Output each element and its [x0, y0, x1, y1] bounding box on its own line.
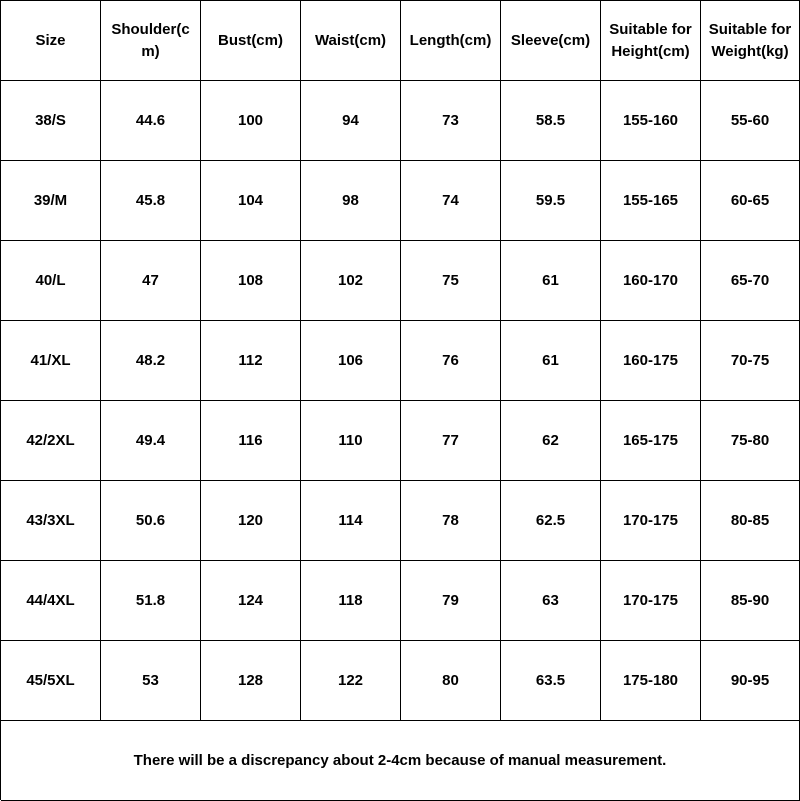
cell-waist: 114	[301, 481, 401, 561]
cell-sleeve: 62	[501, 401, 601, 481]
table-row	[1, 561, 800, 641]
cell-size: 42/2XL	[1, 401, 101, 481]
cell-shoulder: 48.2	[101, 321, 201, 401]
cell-height: 175-180	[601, 641, 701, 721]
cell-shoulder: 44.6	[101, 81, 201, 161]
cell-waist: 102	[301, 241, 401, 321]
cell-height: 160-175	[601, 321, 701, 401]
cell-sleeve: 59.5	[501, 161, 601, 241]
cell-shoulder: 51.8	[101, 561, 201, 641]
cell-sleeve: 63.5	[501, 641, 601, 721]
cell-height: 170-175	[601, 561, 701, 641]
cell-sleeve: 61	[501, 241, 601, 321]
cell-bust: 108	[201, 241, 301, 321]
cell-weight: 85-90	[701, 561, 800, 641]
header-shoulder: Shoulder(c m)	[101, 1, 201, 81]
cell-length: 74	[401, 161, 501, 241]
cell-shoulder: 49.4	[101, 401, 201, 481]
cell-length: 79	[401, 561, 501, 641]
cell-bust: 124	[201, 561, 301, 641]
table-row	[1, 481, 800, 561]
measurement-note: There will be a discrepancy about 2-4cm because of manual measurement.	[1, 721, 800, 801]
header-weight: Suitable for Weight(kg)	[701, 1, 800, 81]
header-length: Length(cm)	[401, 1, 501, 81]
cell-size: 38/S	[1, 81, 101, 161]
cell-length: 78	[401, 481, 501, 561]
cell-length: 80	[401, 641, 501, 721]
table-row	[1, 641, 800, 721]
header-size: Size	[1, 1, 101, 81]
cell-waist: 118	[301, 561, 401, 641]
cell-sleeve: 63	[501, 561, 601, 641]
cell-bust: 116	[201, 401, 301, 481]
table-row	[1, 81, 800, 161]
cell-bust: 100	[201, 81, 301, 161]
cell-bust: 112	[201, 321, 301, 401]
cell-size: 44/4XL	[1, 561, 101, 641]
cell-waist: 106	[301, 321, 401, 401]
cell-shoulder: 45.8	[101, 161, 201, 241]
cell-weight: 90-95	[701, 641, 800, 721]
cell-weight: 60-65	[701, 161, 800, 241]
cell-bust: 128	[201, 641, 301, 721]
cell-weight: 70-75	[701, 321, 800, 401]
cell-size: 39/M	[1, 161, 101, 241]
cell-sleeve: 61	[501, 321, 601, 401]
cell-size: 43/3XL	[1, 481, 101, 561]
cell-shoulder: 53	[101, 641, 201, 721]
cell-bust: 120	[201, 481, 301, 561]
cell-length: 76	[401, 321, 501, 401]
cell-size: 45/5XL	[1, 641, 101, 721]
cell-length: 73	[401, 81, 501, 161]
cell-weight: 65-70	[701, 241, 800, 321]
header-row	[1, 1, 800, 81]
header-waist: Waist(cm)	[301, 1, 401, 81]
cell-size: 40/L	[1, 241, 101, 321]
cell-bust: 104	[201, 161, 301, 241]
table-row	[1, 161, 800, 241]
cell-sleeve: 62.5	[501, 481, 601, 561]
table-row	[1, 321, 800, 401]
cell-height: 155-165	[601, 161, 701, 241]
cell-length: 77	[401, 401, 501, 481]
cell-length: 75	[401, 241, 501, 321]
cell-height: 165-175	[601, 401, 701, 481]
cell-weight: 75-80	[701, 401, 800, 481]
cell-height: 155-160	[601, 81, 701, 161]
cell-height: 160-170	[601, 241, 701, 321]
cell-sleeve: 58.5	[501, 81, 601, 161]
header-sleeve: Sleeve(cm)	[501, 1, 601, 81]
cell-waist: 98	[301, 161, 401, 241]
cell-waist: 94	[301, 81, 401, 161]
cell-waist: 122	[301, 641, 401, 721]
cell-shoulder: 47	[101, 241, 201, 321]
cell-height: 170-175	[601, 481, 701, 561]
cell-waist: 110	[301, 401, 401, 481]
table-row	[1, 401, 800, 481]
header-bust: Bust(cm)	[201, 1, 301, 81]
header-height: Suitable for Height(cm)	[601, 1, 701, 81]
cell-weight: 80-85	[701, 481, 800, 561]
cell-size: 41/XL	[1, 321, 101, 401]
cell-shoulder: 50.6	[101, 481, 201, 561]
cell-weight: 55-60	[701, 81, 800, 161]
table-row	[1, 241, 800, 321]
